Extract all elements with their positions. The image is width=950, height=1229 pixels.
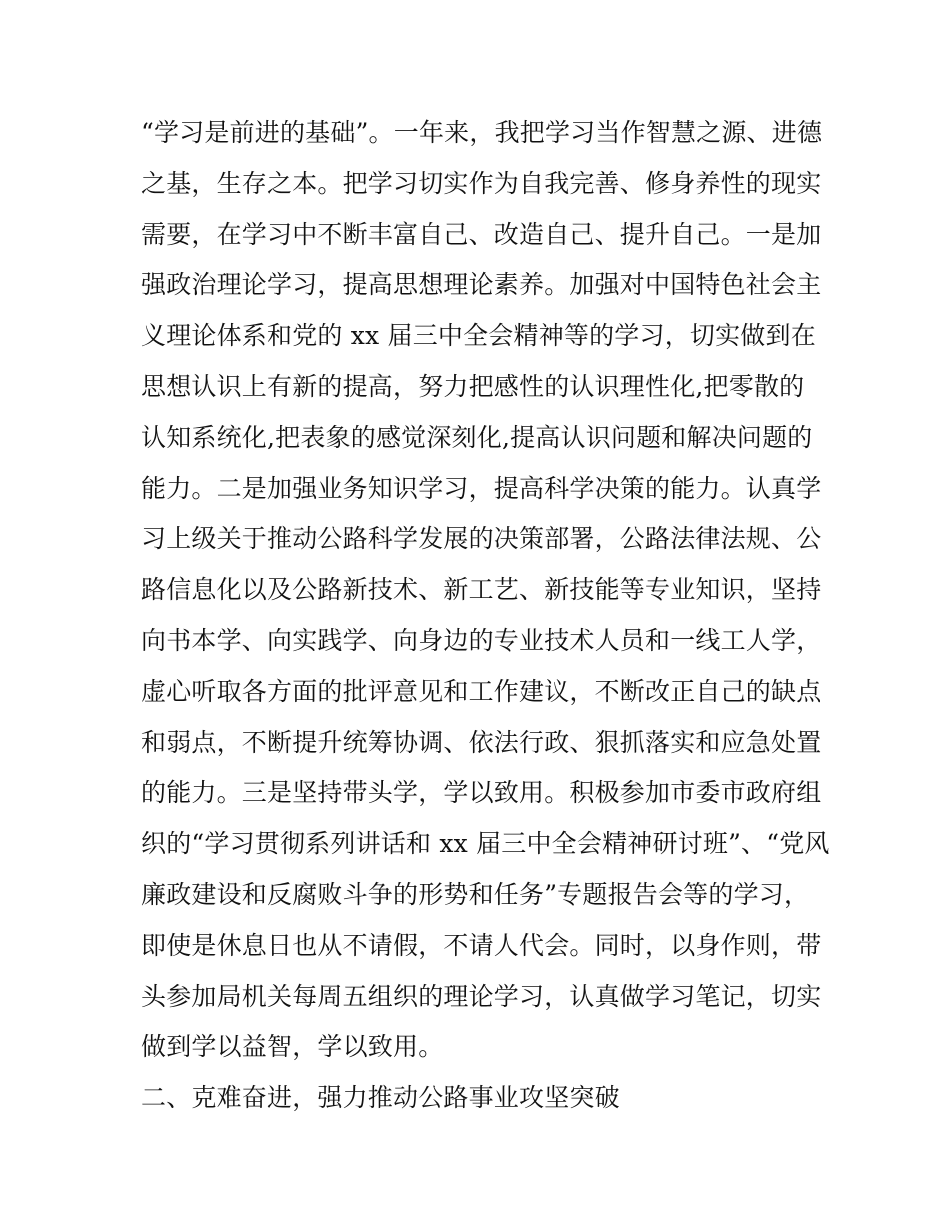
paragraph-line-9: 习上级关于推动公路科学发展的决策部署，公路法律法规、公 [141,524,822,554]
paragraph-line-7: 认知系统化,把表象的感觉深刻化,提高认识问题和解决问题的 [141,422,813,452]
paragraph-line-16: 廉政建设和反腐败斗争的形势和任务”专题报告会等的学习， [141,879,810,909]
paragraph-line-3: 需要，在学习中不断丰富自己、改造自己、提升自己。一是加 [141,219,822,249]
paragraph-line-1: “学习是前进的基础”。一年来，我把学习当作智慧之源、进德 [141,118,823,147]
paragraph-line-4: 强政治理论学习，提高思想理论素养。加强对中国特色社会主 [141,270,822,300]
paragraph-line-19: 做到学以益智，学以致用。 [141,1032,444,1062]
paragraph-line-6: 思想认识上有新的提高，努力把感性的认识理性化,把零散的 [141,371,805,401]
paragraph-line-17: 即使是休息日也从不请假，不请人代会。同时，以身作则，带 [141,930,822,960]
paragraph-line-10: 路信息化以及公路新技术、新工艺、新技能等专业知识，坚持 [141,575,822,605]
paragraph-line-14: 的能力。三是坚持带头学，学以致用。积极参加市委市政府组 [141,778,822,808]
paragraph-line-5: 义理论体系和党的 xx 届三中全会精神等的学习，切实做到在 [141,321,816,351]
paragraph-line-15: 织的“学习贯彻系列讲话和 xx 届三中全会精神研讨班”、“党风 [141,829,830,859]
paragraph-line-12: 虚心听取各方面的批评意见和工作建议，不断改正自己的缺点 [141,676,822,706]
paragraph-line-18: 头参加局机关每周五组织的理论学习，认真做学习笔记，切实 [141,981,822,1011]
paragraph-line-13: 和弱点，不断提升统筹协调、依法行政、狠抓落实和应急处置 [141,727,822,757]
section-heading: 二、克难奋进，强力推动公路事业攻坚突破 [141,1083,620,1113]
paragraph-line-11: 向书本学、向实践学、向身边的专业技术人员和一线工人学， [141,625,822,655]
body-text [141,108,830,1124]
paragraph-line-8: 能力。二是加强业务知识学习，提高科学决策的能力。认真学 [141,473,822,503]
paragraph-line-2: 之基，生存之本。把学习切实作为自我完善、修身养性的现实 [141,168,822,198]
